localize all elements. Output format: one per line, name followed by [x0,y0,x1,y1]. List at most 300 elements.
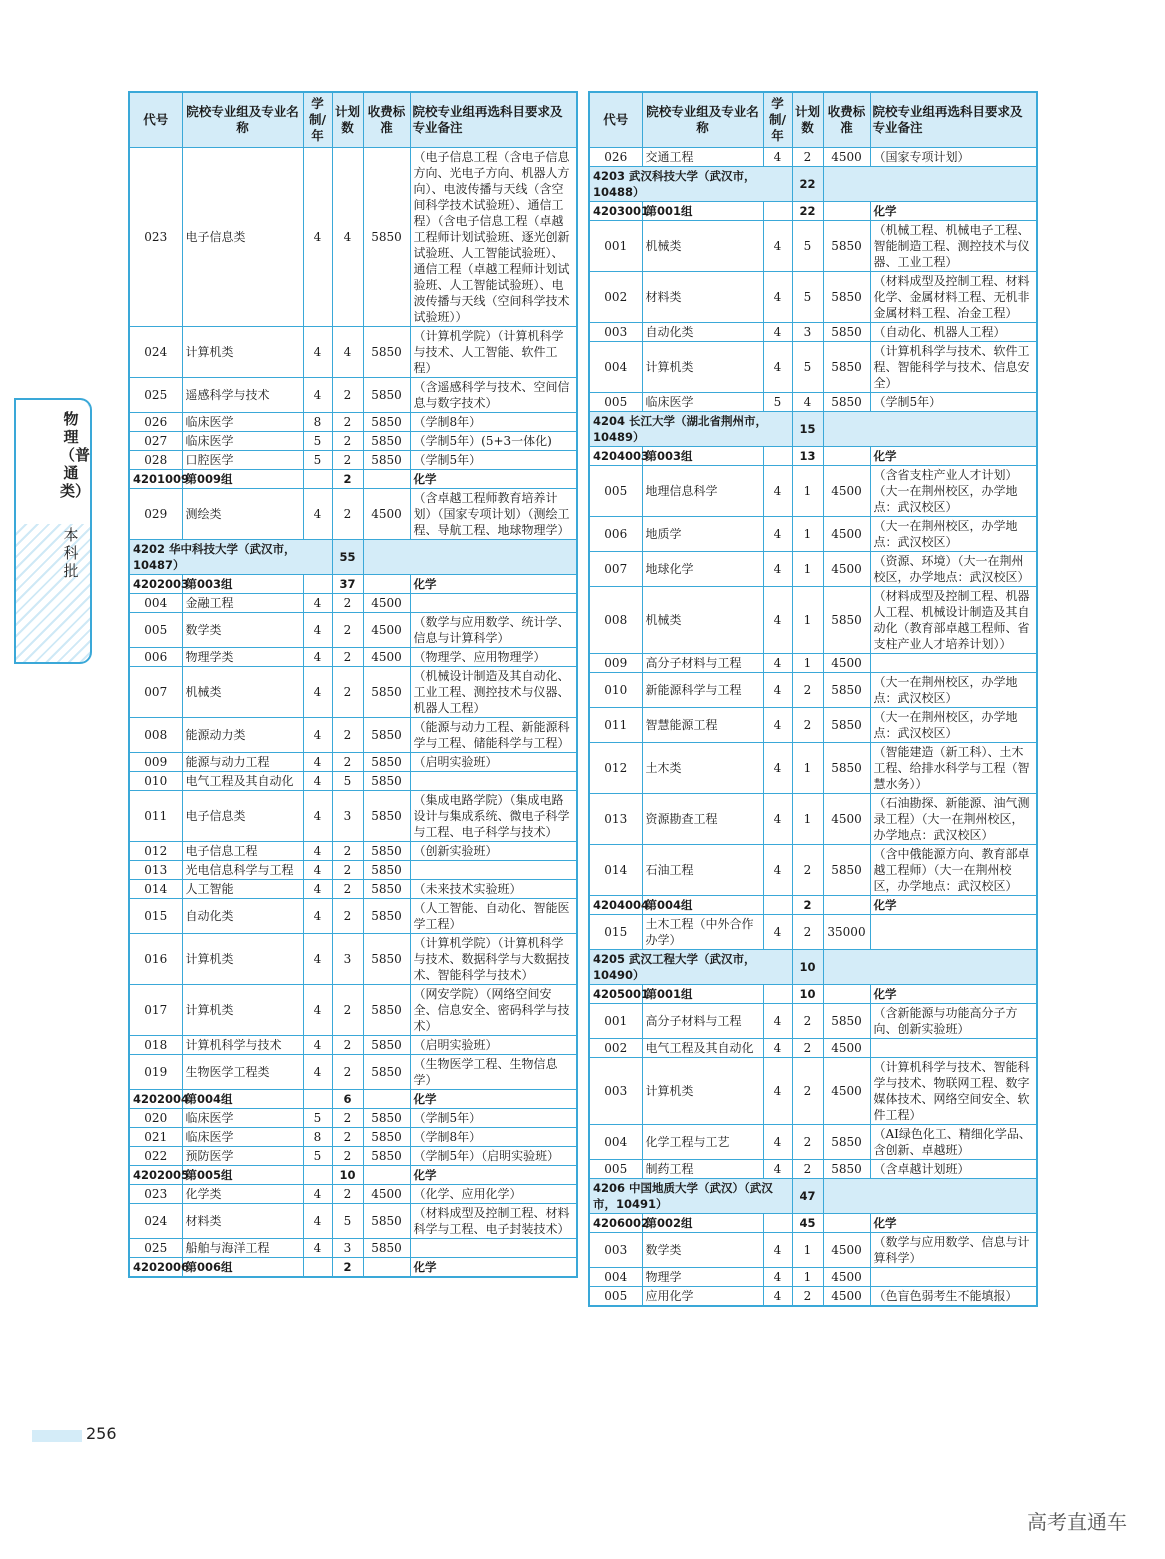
major-note: （化学、应用化学） [410,1185,577,1204]
major-years: 4 [303,378,332,413]
empty-cell [823,896,870,915]
major-name: 口腔医学 [182,451,303,470]
major-years: 4 [303,880,332,899]
major-years: 4 [763,342,792,393]
major-code: 023 [129,148,182,327]
major-plan: 2 [792,673,823,708]
major-row [589,1004,1037,1039]
major-row [129,451,577,470]
major-name: 预防医学 [182,1147,303,1166]
major-fee: 5850 [363,753,410,772]
group-code: 4204004 [589,896,642,915]
major-years: 4 [303,1204,332,1239]
major-row [589,708,1037,743]
major-row [129,327,577,378]
major-years: 4 [303,861,332,880]
major-code: 012 [129,842,182,861]
group-plan: 13 [792,447,823,466]
university-row [589,950,1037,985]
major-fee: 5850 [363,934,410,985]
major-fee: 5850 [823,673,870,708]
major-row [129,1185,577,1204]
major-plan: 2 [332,842,363,861]
major-code: 013 [129,861,182,880]
major-plan: 1 [792,794,823,845]
group-name: 第004组 [182,1090,303,1109]
major-row [589,1233,1037,1268]
major-row [589,272,1037,323]
major-note: （学制5年）(5+3一体化) [410,432,577,451]
header-plan: 计划数 [792,92,823,148]
empty-cell [823,950,1037,985]
empty-cell [823,167,1037,202]
major-fee: 5850 [823,845,870,896]
table-header-row [129,92,577,148]
group-name: 第003组 [182,575,303,594]
major-note: （国家专项计划） [870,148,1037,167]
major-years: 4 [303,934,332,985]
major-years: 4 [763,915,792,950]
major-years: 4 [303,899,332,934]
major-code: 009 [589,654,642,673]
header-requirements: 院校专业组再选科目要求及专业备注 [870,92,1037,148]
major-fee: 5850 [363,985,410,1036]
major-name: 交通工程 [642,148,763,167]
major-note [410,772,577,791]
major-note: （能源与动力工程、新能源科学与工程、储能科学与工程） [410,718,577,753]
major-plan: 2 [792,1160,823,1179]
group-row [129,1090,577,1109]
major-code: 026 [129,413,182,432]
major-code: 005 [589,466,642,517]
major-row [589,1160,1037,1179]
major-code: 018 [129,1036,182,1055]
group-row [129,1166,577,1185]
major-note: （学制8年） [410,413,577,432]
group-name: 第001组 [642,985,763,1004]
group-requirement: 化学 [870,896,1037,915]
page-number: 256 [86,1424,117,1443]
major-note: （启明实验班） [410,1036,577,1055]
major-row [129,718,577,753]
major-note: （电子信息工程（含电子信息方向、光电子方向、机器人方向）、电波传播与天线（含空间科学技术试验班）、通信工程）（含电子信息工程（卓越工程师计划试验班、逐光创新试验班、人工智能试验班）、通信工程（卓越工程师计划试验班、人工智能试验班）、电波传播与天线（空间科学技术试验班）） [410,148,577,327]
group-name: 第002组 [642,1214,763,1233]
major-name: 电子信息类 [182,791,303,842]
major-row [129,772,577,791]
major-years: 4 [763,323,792,342]
major-code: 001 [589,1004,642,1039]
major-plan: 1 [792,587,823,654]
major-code: 006 [589,517,642,552]
major-note: （计算机学院）（计算机科学与技术、数据科学与大数据技术、智能科学与技术） [410,934,577,985]
major-fee: 4500 [823,1058,870,1125]
major-fee: 4500 [823,1233,870,1268]
major-code: 024 [129,327,182,378]
major-note: （石油勘探、新能源、油气测录工程）（大一在荆州校区，办学地点：武汉校区） [870,794,1037,845]
major-note: （数学与应用数学、信息与计算科学） [870,1233,1037,1268]
major-code: 008 [589,587,642,654]
major-code: 001 [589,221,642,272]
major-name: 能源动力类 [182,718,303,753]
group-name: 第009组 [182,470,303,489]
major-fee: 5850 [823,1160,870,1179]
major-name: 计算机类 [642,1058,763,1125]
major-name: 资源勘查工程 [642,794,763,845]
major-code: 021 [129,1128,182,1147]
major-plan: 2 [792,1039,823,1058]
major-note: （含遥感科学与技术、空间信息与数字技术） [410,378,577,413]
header-plan: 计划数 [332,92,363,148]
group-requirement: 化学 [870,1214,1037,1233]
major-fee: 4500 [363,613,410,648]
major-row [589,221,1037,272]
major-fee: 5850 [363,1128,410,1147]
group-name: 第006组 [182,1258,303,1278]
major-row [129,1204,577,1239]
major-code: 026 [589,148,642,167]
major-row [589,794,1037,845]
group-plan: 2 [332,470,363,489]
major-row [589,1058,1037,1125]
major-plan: 3 [792,323,823,342]
major-row [129,667,577,718]
major-code: 015 [129,899,182,934]
major-note: （材料成型及控制工程、材料化学、金属材料工程、无机非金属材料工程、冶金工程） [870,272,1037,323]
group-plan: 2 [332,1258,363,1278]
major-code: 011 [589,708,642,743]
major-years: 4 [303,1185,332,1204]
major-fee: 5850 [363,148,410,327]
major-code: 010 [129,772,182,791]
major-row [589,743,1037,794]
major-plan: 2 [332,1128,363,1147]
major-note: （物理学、应用物理学） [410,648,577,667]
university-plan: 10 [792,950,823,985]
major-plan: 2 [332,667,363,718]
major-name: 地质学 [642,517,763,552]
major-row [589,845,1037,896]
major-years: 4 [303,648,332,667]
major-row [589,1125,1037,1160]
major-plan: 2 [792,148,823,167]
major-plan: 2 [332,648,363,667]
major-note: （启明实验班） [410,753,577,772]
major-code: 025 [129,378,182,413]
major-fee: 5850 [363,791,410,842]
major-plan: 3 [332,1239,363,1258]
major-plan: 4 [332,327,363,378]
major-years: 5 [303,1109,332,1128]
major-name: 遥感科学与技术 [182,378,303,413]
major-row [589,393,1037,412]
major-fee: 5850 [363,1109,410,1128]
empty-cell [823,202,870,221]
university-row [589,412,1037,447]
major-plan: 2 [332,1185,363,1204]
major-fee: 4500 [823,517,870,552]
major-note [870,1268,1037,1287]
major-plan: 2 [332,1036,363,1055]
empty-cell [303,1090,332,1109]
major-row [589,466,1037,517]
major-name: 机械类 [642,587,763,654]
major-plan: 2 [792,708,823,743]
major-fee: 4500 [363,594,410,613]
major-note [410,1239,577,1258]
major-plan: 2 [332,899,363,934]
major-years: 8 [303,413,332,432]
major-row [129,1147,577,1166]
major-plan: 2 [332,985,363,1036]
university-plan: 22 [792,167,823,202]
major-row [129,985,577,1036]
major-row [129,791,577,842]
major-note [870,1039,1037,1058]
empty-cell [363,540,577,575]
university-plan: 55 [332,540,363,575]
major-code: 010 [589,673,642,708]
major-years: 4 [763,517,792,552]
major-note: （人工智能、自动化、智能医学工程） [410,899,577,934]
major-fee: 4500 [823,794,870,845]
empty-cell [823,1179,1037,1214]
empty-cell [823,985,870,1004]
major-row [129,1055,577,1090]
major-note: （大一在荆州校区，办学地点：武汉校区） [870,517,1037,552]
major-name: 材料类 [642,272,763,323]
major-years: 4 [303,594,332,613]
major-name: 物理学类 [182,648,303,667]
empty-cell [363,1258,410,1278]
group-row [129,1258,577,1278]
major-code: 019 [129,1055,182,1090]
major-plan: 4 [332,148,363,327]
major-note: （计算机科学与技术、智能科学与技术、物联网工程、数字媒体技术、网络空间安全、软件工程） [870,1058,1037,1125]
major-years: 4 [763,1125,792,1160]
major-row [129,861,577,880]
major-name: 计算机类 [182,327,303,378]
group-code: 4202006 [129,1258,182,1278]
empty-cell [823,1214,870,1233]
major-row [129,148,577,327]
major-fee: 4500 [363,648,410,667]
major-fee: 4500 [823,1268,870,1287]
major-name: 数学类 [182,613,303,648]
major-note: （网安学院）（网络空间安全、信息安全、密码科学与技术） [410,985,577,1036]
group-plan: 10 [792,985,823,1004]
major-note: （计算机学院）（计算机科学与技术、人工智能、软件工程） [410,327,577,378]
major-plan: 1 [792,654,823,673]
major-code: 004 [589,342,642,393]
major-fee: 4500 [363,1185,410,1204]
major-code: 003 [589,323,642,342]
major-name: 金融工程 [182,594,303,613]
major-years: 4 [303,718,332,753]
major-fee: 4500 [823,466,870,517]
major-years: 4 [303,667,332,718]
major-code: 003 [589,1058,642,1125]
header-name: 院校专业组及专业名称 [642,92,763,148]
university-name: 4205 武汉工程大学（武汉市，10490） [589,950,792,985]
major-fee: 5850 [823,587,870,654]
major-fee: 4500 [363,489,410,540]
major-name: 船舶与海洋工程 [182,1239,303,1258]
major-years: 4 [763,673,792,708]
major-row [129,880,577,899]
major-years: 4 [763,1058,792,1125]
major-years: 4 [763,1039,792,1058]
major-years: 4 [763,1268,792,1287]
major-row [129,1109,577,1128]
major-name: 临床医学 [182,1109,303,1128]
major-name: 电气工程及其自动化 [642,1039,763,1058]
major-code: 015 [589,915,642,950]
major-name: 数学类 [642,1233,763,1268]
major-fee: 4500 [823,1039,870,1058]
major-code: 002 [589,272,642,323]
major-fee: 5850 [363,861,410,880]
university-row [589,1179,1037,1214]
major-plan: 1 [792,743,823,794]
header-years: 学制/年 [303,92,332,148]
major-code: 002 [589,1039,642,1058]
major-fee: 5850 [363,1036,410,1055]
major-code: 003 [589,1233,642,1268]
major-plan: 2 [332,1109,363,1128]
major-code: 023 [129,1185,182,1204]
group-requirement: 化学 [410,575,577,594]
major-code: 006 [129,648,182,667]
group-requirement: 化学 [410,1090,577,1109]
major-name: 土木工程（中外合作办学） [642,915,763,950]
major-note [410,861,577,880]
major-note [410,594,577,613]
empty-cell [363,470,410,489]
major-name: 地球化学 [642,552,763,587]
major-row [129,934,577,985]
group-code: 4202004 [129,1090,182,1109]
major-note: （生物医学工程、生物信息学） [410,1055,577,1090]
major-plan: 2 [332,880,363,899]
major-years: 4 [303,489,332,540]
empty-cell [823,447,870,466]
empty-cell [303,1166,332,1185]
major-name: 能源与动力工程 [182,753,303,772]
major-note: （未来技术实验班） [410,880,577,899]
header-name: 院校专业组及专业名称 [182,92,303,148]
major-note: （数学与应用数学、统计学、信息与计算科学） [410,613,577,648]
header-years: 学制/年 [763,92,792,148]
major-years: 5 [303,1147,332,1166]
major-row [129,899,577,934]
major-plan: 2 [792,915,823,950]
major-code: 022 [129,1147,182,1166]
major-years: 4 [303,791,332,842]
major-row [589,552,1037,587]
major-plan: 2 [792,845,823,896]
major-row [129,594,577,613]
empty-cell [823,412,1037,447]
major-name: 机械类 [642,221,763,272]
major-name: 电子信息工程 [182,842,303,861]
major-plan: 4 [792,393,823,412]
empty-cell [363,575,410,594]
major-code: 014 [129,880,182,899]
group-row [589,202,1037,221]
major-name: 生物医学工程类 [182,1055,303,1090]
major-years: 4 [763,654,792,673]
major-note: （学制5年） [410,1109,577,1128]
major-note: （计算机科学与技术、软件工程、智能科学与技术、信息安全） [870,342,1037,393]
group-requirement: 化学 [410,1166,577,1185]
major-row [129,648,577,667]
major-name: 自动化类 [182,899,303,934]
major-name: 临床医学 [182,432,303,451]
group-name: 第004组 [642,896,763,915]
major-note: （AI绿色化工、精细化学品、含创新、卓越班） [870,1125,1037,1160]
major-note: （资源、环境）（大一在荆州校区，办学地点：武汉校区） [870,552,1037,587]
empty-cell [303,575,332,594]
major-name: 物理学 [642,1268,763,1287]
major-years: 4 [763,708,792,743]
group-plan: 45 [792,1214,823,1233]
major-note: （材料成型及控制工程、机器人工程、机械设计制造及其自动化（教育部卓越工程师、省支柱产业人才培养计划）） [870,587,1037,654]
major-fee: 5850 [823,1125,870,1160]
major-plan: 5 [332,772,363,791]
major-row [129,842,577,861]
major-name: 电子信息类 [182,148,303,327]
group-code: 4201009 [129,470,182,489]
major-years: 4 [303,772,332,791]
major-name: 材料类 [182,1204,303,1239]
watermark: 高考直通车 [1027,1510,1127,1534]
major-fee: 5850 [363,842,410,861]
major-fee: 4500 [823,1287,870,1307]
major-fee: 5850 [823,272,870,323]
empty-cell [303,1258,332,1278]
major-years: 4 [763,466,792,517]
major-row [589,1268,1037,1287]
university-name: 4204 长江大学（湖北省荆州市，10489） [589,412,792,447]
major-note: （含省支柱产业人才计划）（大一在荆州校区，办学地点：武汉校区） [870,466,1037,517]
group-plan: 6 [332,1090,363,1109]
major-row [129,378,577,413]
major-years: 4 [303,1036,332,1055]
header-code: 代号 [589,92,642,148]
major-name: 临床医学 [642,393,763,412]
side-tab [14,398,92,664]
university-row [589,167,1037,202]
major-name: 测绘类 [182,489,303,540]
major-code: 007 [589,552,642,587]
major-plan: 2 [332,489,363,540]
major-fee: 5850 [363,1147,410,1166]
major-fee: 5850 [363,378,410,413]
major-fee: 5850 [823,743,870,794]
major-years: 4 [763,743,792,794]
major-name: 石油工程 [642,845,763,896]
major-code: 005 [129,613,182,648]
major-name: 计算机科学与技术 [182,1036,303,1055]
major-years: 4 [303,753,332,772]
group-row [589,1214,1037,1233]
major-name: 计算机类 [642,342,763,393]
major-fee: 5850 [823,708,870,743]
major-plan: 2 [332,613,363,648]
major-note: （含新能源与功能高分子方向、创新实验班） [870,1004,1037,1039]
major-plan: 1 [792,552,823,587]
group-plan: 2 [792,896,823,915]
